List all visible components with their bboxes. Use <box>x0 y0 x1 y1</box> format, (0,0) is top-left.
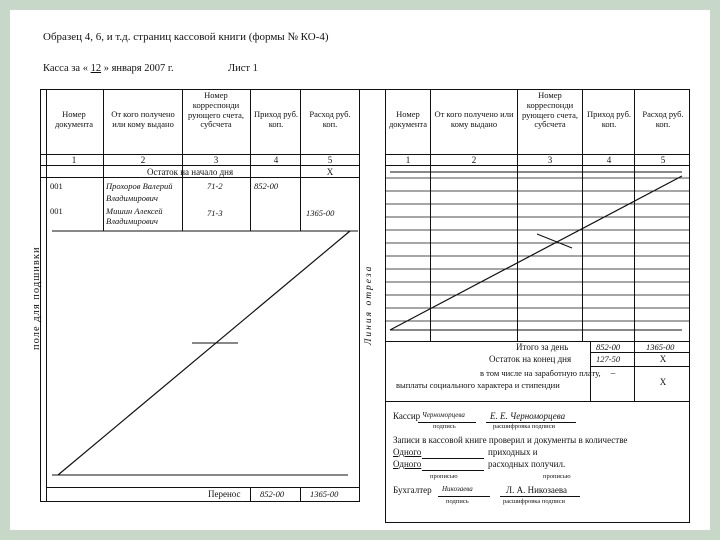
salary-line-1: в том числе на заработную плату, <box>480 368 601 378</box>
left-carry-label: Перенос <box>208 489 241 499</box>
left-row-1-account: 71-2 <box>207 181 223 191</box>
left-opening-mark: X <box>326 167 334 177</box>
accountant-label: Бухгалтер <box>393 485 432 495</box>
incoming-text: приходных и <box>488 447 538 457</box>
left-col-num-5: 5 <box>327 155 333 165</box>
cashier-sign-caption: подпись <box>433 423 456 430</box>
check-text: Записи в кассовой книге проверил и документы в количестве <box>393 435 628 445</box>
kassa-day: 12 <box>90 63 102 74</box>
accountant-decode-caption: расшифровка подписи <box>503 498 566 505</box>
left-row-2-doc: 001 <box>50 206 63 216</box>
right-header-account: Номер корреспонди рующего счета, субсчета <box>521 90 579 130</box>
left-carry-expense: 1365-00 <box>310 489 339 499</box>
right-header-doc: Номер документа <box>388 109 427 129</box>
right-header-from: От кого получено или кому выдано <box>434 109 514 129</box>
left-header-doc: Номер документа <box>54 109 93 129</box>
total-day-label: Итого за день <box>516 342 569 352</box>
left-header-account: Номер корреспонди рующего счета, субсчета <box>187 90 245 130</box>
left-row-2-expense: 1365-00 <box>306 208 335 218</box>
sheet-number: Лист 1 <box>228 63 258 74</box>
left-col-num-2: 2 <box>140 155 146 165</box>
salary-mark: X <box>659 377 667 387</box>
left-strike-diagonal <box>58 231 350 475</box>
accountant-name: Л. А. Никозаева <box>506 485 568 495</box>
right-col-num-2: 2 <box>471 155 477 165</box>
left-header-from: От кого получено или кому выдано <box>111 109 175 129</box>
propis-caption-2: прописью <box>543 473 571 480</box>
closing-balance-mark: X <box>659 354 667 364</box>
cashier-name: Е. Е. Черноморцева <box>490 411 566 421</box>
right-strike-tick <box>537 234 572 248</box>
left-opening-label: Остаток на начало дня <box>147 167 234 177</box>
right-header-expense: Расход руб. коп. <box>642 109 684 129</box>
cashier-label: Кассир <box>393 411 421 421</box>
incoming-count: Одного <box>393 447 422 457</box>
kassa-middle: » января 2007 г. <box>103 63 174 74</box>
left-row-1-doc: 001 <box>50 181 63 191</box>
outgoing-text: расходных получил. <box>488 459 566 469</box>
left-col-num-4: 4 <box>273 155 279 165</box>
left-row-1-income: 852-00 <box>254 181 279 191</box>
cashier-signature: Черноморцева <box>422 411 465 419</box>
right-header-income: Приход руб. коп. <box>586 109 632 129</box>
left-header-income: Приход руб. коп. <box>253 109 299 129</box>
cash-book-page <box>10 10 710 530</box>
right-row-rules <box>385 178 690 321</box>
salary-line-2: выплаты социального характера и стипендии <box>396 380 560 390</box>
left-row-1-name-2: Владимирович <box>106 193 158 203</box>
left-row-1-name: Прохоров Валерий <box>106 181 173 191</box>
closing-balance-label: Остаток на конец дня <box>489 354 572 364</box>
kassa-prefix: Касса за « <box>43 63 88 74</box>
left-row-2-account: 71-3 <box>207 208 223 218</box>
accountant-signature: Никозаева <box>442 485 473 493</box>
total-day-income: 852-00 <box>596 342 621 352</box>
right-col-num-5: 5 <box>660 155 666 165</box>
left-header-expense: Расход руб. коп. <box>309 109 351 129</box>
salary-value: – <box>610 368 616 378</box>
right-col-num-4: 4 <box>606 155 612 165</box>
left-row-2-name-2: Владимирович <box>106 216 158 226</box>
right-col-num-3: 3 <box>547 155 553 165</box>
left-col-num-3: 3 <box>213 155 219 165</box>
page-title: Образец 4, 6, и т.д. страниц кассовой книги (формы № КО-4) <box>43 31 329 43</box>
accountant-sign-caption: подпись <box>446 498 469 505</box>
total-day-expense: 1365-00 <box>646 342 675 352</box>
outgoing-count: Одного <box>393 459 422 469</box>
ledger-linework <box>10 10 710 530</box>
cut-line-label: Линия отреза <box>364 264 374 345</box>
left-carry-income: 852-00 <box>260 489 285 499</box>
cashier-decode-caption: расшифровка подписи <box>493 423 556 430</box>
left-row-2-name: Мишин Алексей <box>106 206 163 216</box>
right-strike-diagonal <box>390 176 682 330</box>
right-col-num-1: 1 <box>405 155 411 165</box>
closing-balance-value: 127-50 <box>596 354 621 364</box>
binding-margin-label: поле для подшивки <box>31 246 42 350</box>
left-col-num-1: 1 <box>71 155 77 165</box>
propis-caption-1: прописью <box>430 473 458 480</box>
